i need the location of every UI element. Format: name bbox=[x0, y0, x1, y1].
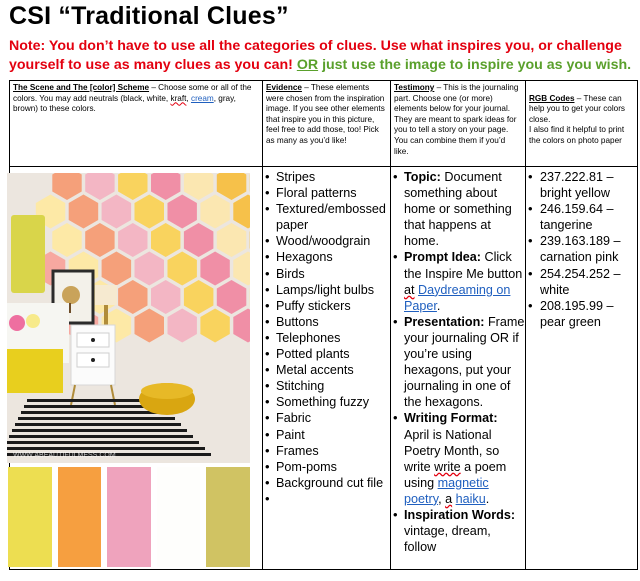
evidence-item: • Fabric bbox=[263, 410, 390, 426]
rug-stripe bbox=[15, 423, 181, 426]
rgb-item: • 237.222.81 – bright yellow bbox=[526, 169, 637, 201]
rug-stripe bbox=[21, 411, 169, 414]
yellow-throw bbox=[7, 349, 63, 393]
scene-header: The Scene and The [color] Scheme – Choose some or all of the colors. You may add neutrals (black, white, kraft, cream, gray, brown) to these colors. bbox=[10, 81, 263, 167]
evidence-item: • Buttons bbox=[263, 314, 390, 330]
rgb-cell bbox=[526, 167, 638, 570]
evidence-item: • Paint bbox=[263, 427, 390, 443]
evidence-item: • Potted plants bbox=[263, 346, 390, 362]
testimony-prompt: • Prompt Idea: Click the Inspire Me button at Daydreaming on Paper. bbox=[391, 249, 525, 313]
evidence-item: • Telephones bbox=[263, 330, 390, 346]
rgb-item: • 239.163.189 – carnation pink bbox=[526, 233, 637, 265]
rgb-header: RGB Codes – These can help you to get your colors close. I also find it helpful to print the colors on photo paper bbox=[526, 81, 638, 167]
evidence-item: • Floral patterns bbox=[263, 185, 390, 201]
color-swatch bbox=[58, 467, 102, 567]
color-swatch bbox=[206, 467, 250, 567]
evidence-item: • Stripes bbox=[263, 169, 390, 185]
rgb-list bbox=[526, 167, 637, 330]
testimony-inspiration: • Inspiration Words: vintage, dream, follow bbox=[391, 507, 525, 555]
haiku-link[interactable]: haiku bbox=[455, 491, 486, 506]
evidence-item: • Pom-poms bbox=[263, 459, 390, 475]
page-title: CSI “Traditional Clues” bbox=[9, 2, 289, 30]
rug-stripe bbox=[27, 399, 157, 402]
magnetic-poetry-link[interactable]: magnetic poetry bbox=[404, 475, 489, 506]
rug-stripe bbox=[12, 429, 187, 432]
evidence-item: • Puffy stickers bbox=[263, 298, 390, 314]
color-swatch bbox=[8, 467, 52, 567]
evidence-item: • Hexagons bbox=[263, 249, 390, 265]
evidence-item: • Background cut file bbox=[263, 475, 390, 491]
evidence-item: • Stitching bbox=[263, 378, 390, 394]
room-illustration bbox=[7, 173, 250, 463]
evidence-cell bbox=[263, 167, 391, 570]
evidence-item: • Something fuzzy bbox=[263, 394, 390, 410]
instruction-note bbox=[9, 37, 635, 74]
color-swatch bbox=[157, 467, 201, 567]
watermark: WWW.ABEAUTIFULMESS.COM bbox=[13, 452, 116, 459]
testimony-writing: • Writing Format: April is National Poetry Month, so write write a poem using magnetic poetry, a haiku. bbox=[391, 410, 525, 507]
testimony-presentation: • Presentation: Frame your journaling OR if you’re using hexagons, put your journaling in one of the hexagons. bbox=[391, 314, 525, 411]
testimony-topic: • Topic: Document something about home or something that happens at home. bbox=[391, 169, 525, 249]
header-row bbox=[10, 81, 638, 167]
evidence-item: • Metal accents bbox=[263, 362, 390, 378]
rug-stripe bbox=[7, 447, 205, 450]
note-green-text: just use the image to inspire you as you wish. bbox=[322, 56, 632, 73]
evidence-item: • Wood/woodgrain bbox=[263, 233, 390, 249]
daydreaming-link[interactable]: Daydreaming on Paper bbox=[404, 282, 511, 313]
rug-stripe bbox=[9, 435, 193, 438]
rug-stripe bbox=[18, 417, 175, 420]
testimony-cell bbox=[391, 167, 526, 570]
rug-stripe bbox=[7, 441, 199, 444]
evidence-item: • Lamps/light bulbs bbox=[263, 282, 390, 298]
evidence-item: • Birds bbox=[263, 266, 390, 282]
headboard bbox=[11, 215, 45, 293]
lamp-shade bbox=[95, 285, 117, 305]
evidence-item: • Frames bbox=[263, 443, 390, 459]
note-or-text: OR bbox=[296, 56, 319, 73]
evidence-item bbox=[263, 491, 390, 507]
evidence-header: Evidence – These elements were chosen from the inspiration image. If you see other elements that inspire you in this picture, feel free to add those, too! Pick as many as you’d like! bbox=[263, 81, 391, 167]
rgb-item: • 254.254.252 – white bbox=[526, 266, 637, 298]
testimony-list bbox=[391, 167, 525, 555]
color-swatch bbox=[107, 467, 151, 567]
note-red-text: Note: You don’t have to use all the categories of clues. Use what inspires you, or challenge yourself to use as many clues as you can! bbox=[9, 38, 622, 73]
rgb-item: • 208.195.99 – pear green bbox=[526, 298, 637, 330]
evidence-list bbox=[263, 167, 390, 507]
evidence-item: • Textured/embossed paper bbox=[263, 201, 390, 233]
rgb-item: • 246.159.64 – tangerine bbox=[526, 201, 637, 233]
testimony-header: Testimony – This is the journaling part. Choose one (or more) elements below for your journal. They are meant to spark ideas for you to tell a story on your page. You can combine them if you’d like. bbox=[391, 81, 526, 167]
inspiration-image bbox=[7, 173, 250, 463]
color-swatches bbox=[8, 467, 250, 567]
